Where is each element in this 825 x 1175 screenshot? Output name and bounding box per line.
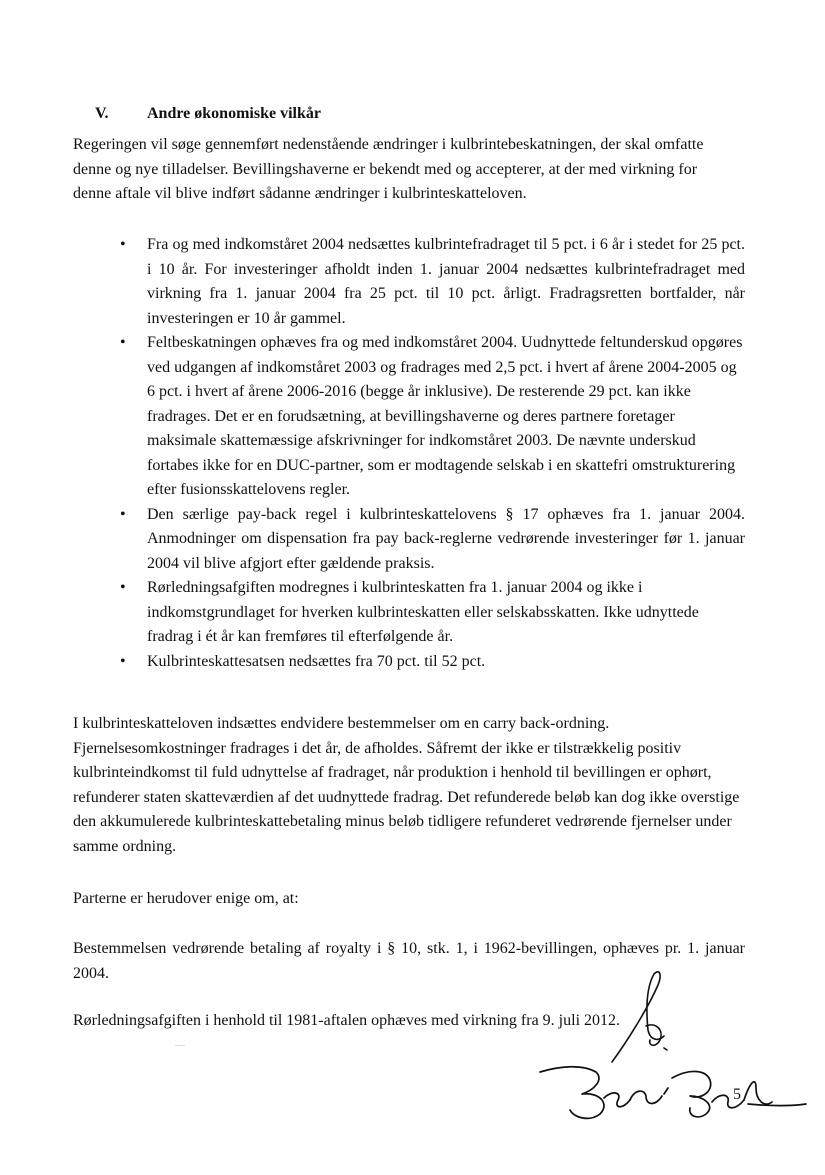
bullet-icon: • — [120, 236, 126, 253]
bullet-list — [120, 233, 745, 674]
section-title: Andre økonomiske vilkår — [147, 105, 321, 122]
agreement-paragraph: Parterne er herudover enige om, at: — [73, 890, 299, 907]
list-item-text: Den særlige pay-back regel i kulbrinteskattelovens § 17 ophæves fra 1. januar 2004. Anmodninger om dispensation fra pay back-reglerne vedrørende investeringer før 1. januar 2004 vil blive afgjort efter gældende praksis. — [147, 505, 745, 572]
list-item-text: Rørledningsafgiften modregnes i kulbrinteskatten fra 1. januar 2004 og ikke i indkomstgrundlaget for hverken kulbrinteskatten eller selskabsskatten. Ikke udnyttede fradrag i ét år kan fremføres til efterfølgende år. — [147, 579, 699, 645]
section-number: V. — [95, 105, 109, 122]
party-signatures — [540, 1067, 806, 1119]
page-number: 5 — [733, 1086, 741, 1103]
list-item — [120, 233, 745, 331]
carry-back-paragraph: I kulbrinteskatteloven indsættes endvidere bestemmelser om en carry back-ordning. Fjernelsesomkostninger fradrages i det år, de afholdes. Såfremt der ikke er tilstrækkelig positiv kulbrinteindkomst til fuld udnyttelse af fradraget, når produktion i henhold til bevillingen er ophørt, refunderer staten skatteværdien af det uudnyttede fradrag. Det refunderede beløb kan dog ikke overstige den akkumulerede kulbrinteskattebetaling minus beløb tidligere refunderet vedrørende fjernelser under samme ordning. — [73, 715, 740, 855]
bullet-icon: • — [120, 579, 126, 596]
bullet-icon: • — [120, 505, 126, 523]
pipeline-paragraph: Rørledningsafgiften i henhold til 1981-aftalen ophæves med virkning fra 9. juli 2012. — [73, 1012, 621, 1029]
list-item — [120, 650, 745, 675]
list-item — [120, 503, 745, 577]
bullet-icon: • — [120, 652, 126, 670]
list-item — [120, 576, 745, 650]
list-item-text: Kulbrinteskattesatsen nedsættes fra 70 pct. til 52 pct. — [147, 652, 486, 670]
royalty-paragraph: Bestemmelsen vedrørende betaling af royalty i § 10, stk. 1, i 1962-bevillingen, ophæves pr. 1. januar 2004. — [73, 940, 745, 982]
list-item — [120, 331, 745, 503]
intro-paragraph: Regeringen vil søge gennemført nedenstående ændringer i kulbrintebeskatningen, der skal omfatte denne og nye tilladelser. Bevillingshaverne er bekendt med og accepterer, at der med virkning for denne aftale vil blive indført sådanne ændringer i kulbrinteskatteloven. — [73, 136, 704, 202]
bullet-icon: • — [120, 334, 126, 351]
list-item-text: Feltbeskatningen ophæves fra og med indkomståret 2004. Uudnyttede feltunderskud opgøres ved udgangen af indkomståret 2003 og fradrages med 2,5 pct. i hvert af årene 2004-2005 og 6 pct. i hvert af årene 2006-2016 (begge år inklusive). De resterende 29 pct. kan ikke fradrages. Det er en forudsætning, at bevillingshaverne og deres partnere foretager maksimale skattemæssige afskrivninger for indkomståret 2003. De nævnte underskud fortabes ikke for en DUC-partner, som er modtagende selskab i en skattefri omstrukturering efter fusionsskattelovens regler. — [147, 334, 743, 498]
scan-mark — [175, 1045, 185, 1046]
list-item-text: Fra og med indkomståret 2004 nedsættes kulbrintefradraget til 5 pct. i 6 år i stedet for 25 pct. i 10 år. For investeringer afholdt inden 1. januar 2004 nedsættes kulbrintefradraget med virkning fra 1. januar 2004 fra 25 pct. til 10 pct. årligt. Fradragsretten bortfalder, når investeringen er 10 år gammel. — [147, 236, 745, 327]
section-heading — [95, 102, 321, 126]
